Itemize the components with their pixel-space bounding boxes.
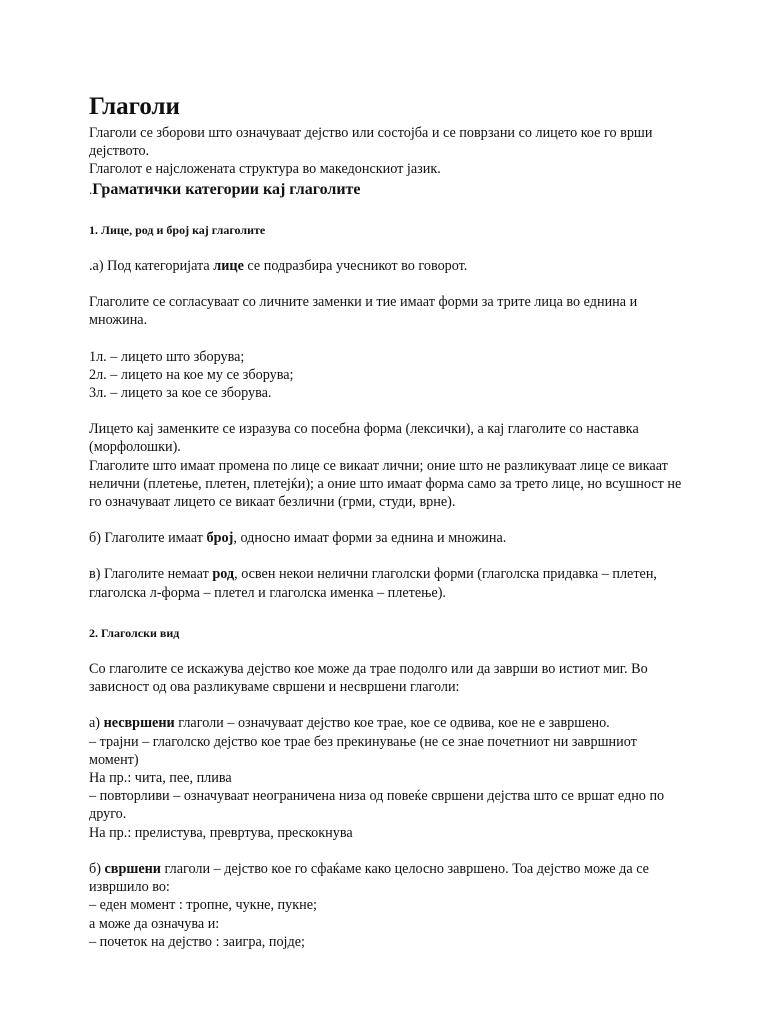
intro-paragraph: Глаголот е најсложената структура во македонскиот јазик.: [89, 161, 441, 178]
bold-term: лице: [213, 258, 244, 275]
paragraph: Глаголите што имаат промена по лице се викаат лични; оние што не разликуваат лице се викаат нелични (плетење, плетен, плетејќи); а оние што имаат форма само за трето лице, но всушност не го означуваат лицето се викаат безлични (грми, студи, врне).: [89, 457, 682, 511]
example-line: На пр.: прелистува, превртува, прескокнува: [89, 824, 353, 841]
bold-term: несвршени: [103, 715, 175, 732]
text-span: , освен некои нелични глаголски форми (глаголска придавка – плетен, глаголска л-форма – плетел и глаголска именка – плетење).: [89, 566, 657, 601]
list-item: 1л. – лицето што зборува;: [89, 348, 245, 365]
text-span: , односно имаат форми за еднина и множина.: [233, 530, 507, 547]
bold-term: број: [206, 530, 234, 547]
paragraph: [89, 257, 689, 275]
section-heading-text: Граматички категории кај глаголите: [92, 180, 361, 198]
paragraph: Глаголите се согласуваат со личните заменки и тие имаат форми за трите лица во еднина и множина.: [89, 294, 638, 329]
text-span: глаголи – означуваат дејство кое трае, кое се одвива, кое не е завршено.: [174, 715, 610, 732]
paragraph: – повторливи – означуваат неограничена низа од повеќе свршени дејства што се вршат едно по друго.: [89, 788, 665, 823]
bold-term: род: [212, 566, 235, 583]
paragraph: [89, 714, 689, 732]
text-span: б): [89, 860, 105, 877]
page-title: Глаголи: [89, 93, 180, 120]
example-line: На пр.: чита, пее, плива: [89, 770, 232, 787]
paragraph: [89, 529, 689, 547]
list-item: 2л. – лицето на кое му се зборува;: [89, 366, 294, 383]
paragraph: [89, 860, 689, 896]
document-page: [89, 92, 689, 951]
paragraph: – трајни – глаголско дејство кое трае без прекинување (не се знае почетниот ни завршниот момент): [89, 733, 637, 768]
bold-term: свршени: [104, 860, 161, 877]
list-item: – почеток на дејство : заигра, појде;: [89, 933, 305, 950]
subsection-heading: 2. Глаголски вид: [89, 625, 180, 640]
paragraph: Лицето кај заменките се изразува со посебна форма (лексички), а кај глаголите со наставка (морфолошки).: [89, 421, 639, 456]
list-item: 3л. – лицето за кое се зборува.: [89, 385, 272, 402]
text-span: в) Глаголите немаат: [89, 566, 213, 583]
text-span: б) Глаголите имаат: [89, 530, 207, 547]
section-heading-prefix: .: [89, 181, 93, 197]
subsection-heading: 1. Лице, род и број кај глаголите: [89, 222, 266, 237]
paragraph: [89, 565, 689, 601]
text-span: а): [89, 715, 104, 732]
section-heading: [89, 181, 689, 199]
text-span: .а) Под категоријата: [89, 258, 214, 275]
text-span: се подразбира учесникот во говорот.: [243, 258, 468, 275]
intro-paragraph: Глаголи се зборови што означуваат дејство или состојба и се поврзани со лицето кое го врши дејството.: [89, 125, 653, 160]
text-span: глаголи – дејство кое го сфаќаме како целосно завршено. Тоа дејство може да се извршило во:: [89, 860, 649, 896]
list-item: – еден момент : тропне, чукне, пукне;: [89, 897, 317, 914]
paragraph: а може да означува и:: [89, 915, 220, 932]
paragraph: Со глаголите се искажува дејство кое може да трае подолго или да заврши во истиот миг. Во зависност од ова разликуваме свршени и несвршени глаголи:: [89, 661, 648, 696]
